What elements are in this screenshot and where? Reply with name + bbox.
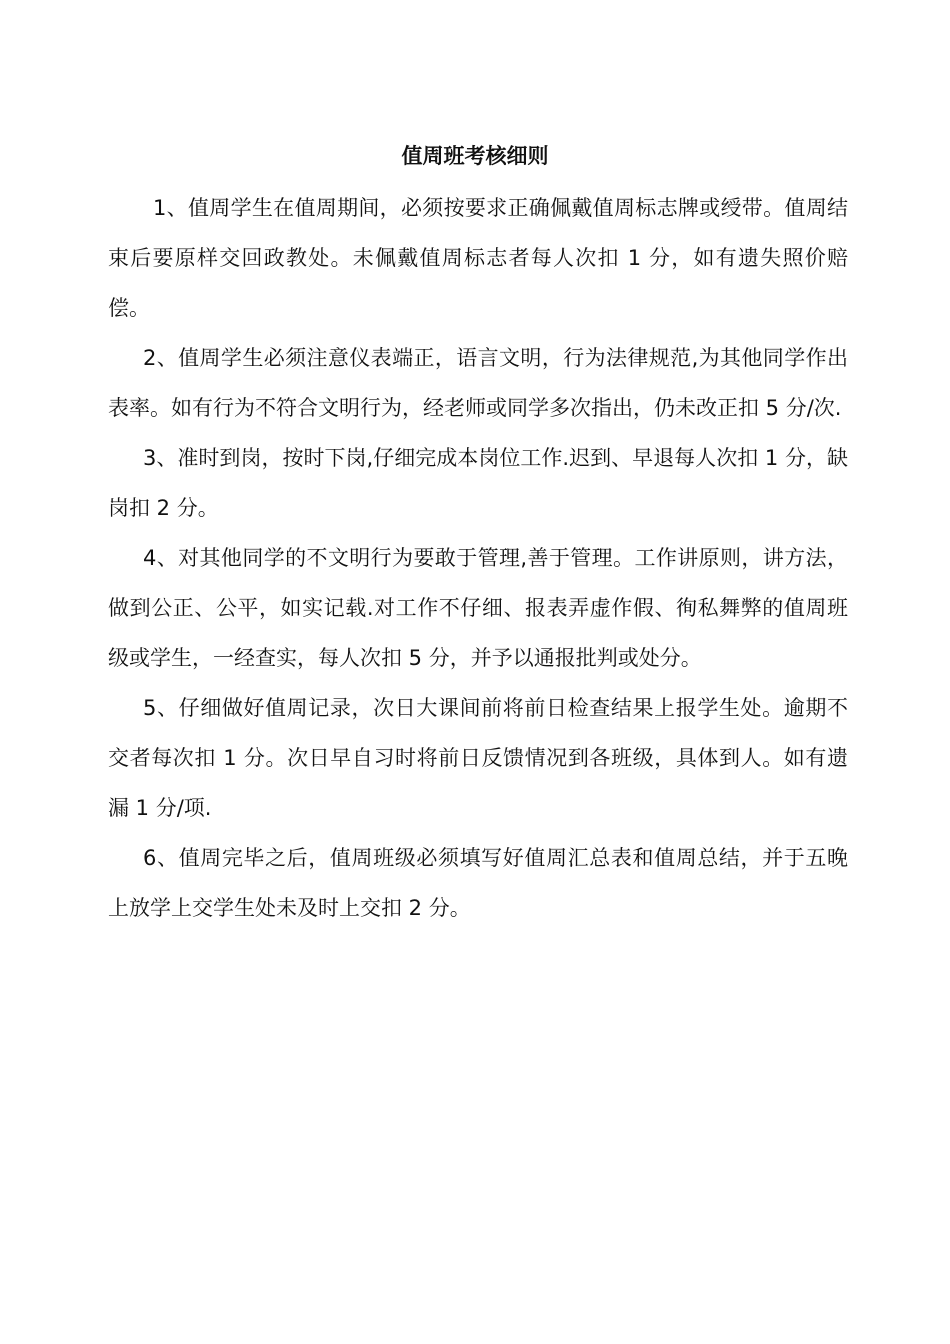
rule-paragraph-3: 3、准时到岗，按时下岗,仔细完成本岗位工作.迟到、早退每人次扣 1 分，缺岗扣 2 分。 (108, 446, 848, 520)
document-title: 值周班考核细则 (401, 144, 549, 168)
rule-paragraph-2: 2、值周学生必须注意仪表端正，语言文明，行为法律规范,为其他同学作出表率。如有行为不符合文明行为，经老师或同学多次指出，仍未改正扣 5 分/次. (108, 346, 848, 420)
document-body (108, 183, 848, 933)
rule-paragraph-1: 1、值周学生在值周期间，必须按要求正确佩戴值周标志牌或绶带。值周结束后要原样交回政教处。未佩戴值周标志者每人次扣 1 分，如有遗失照价赔偿。 (108, 196, 848, 320)
rule-paragraph-4: 4、对其他同学的不文明行为要敢于管理,善于管理。工作讲原则，讲方法，做到公正、公平，如实记载.对工作不仔细、报表弄虚作假、徇私舞弊的值周班级或学生，一经查实，每人次扣 5 分，并予以通报批判或处分。 (108, 546, 848, 670)
rule-paragraph-5: 5、仔细做好值周记录，次日大课间前将前日检查结果上报学生处。逾期不交者每次扣 1 分。次日早自习时将前日反馈情况到各班级，具体到人。如有遗漏 1 分/项. (108, 696, 848, 820)
rule-paragraph-6: 6、值周完毕之后，值周班级必须填写好值周汇总表和值周总结，并于五晚上放学上交学生处未及时上交扣 2 分。 (108, 846, 848, 920)
